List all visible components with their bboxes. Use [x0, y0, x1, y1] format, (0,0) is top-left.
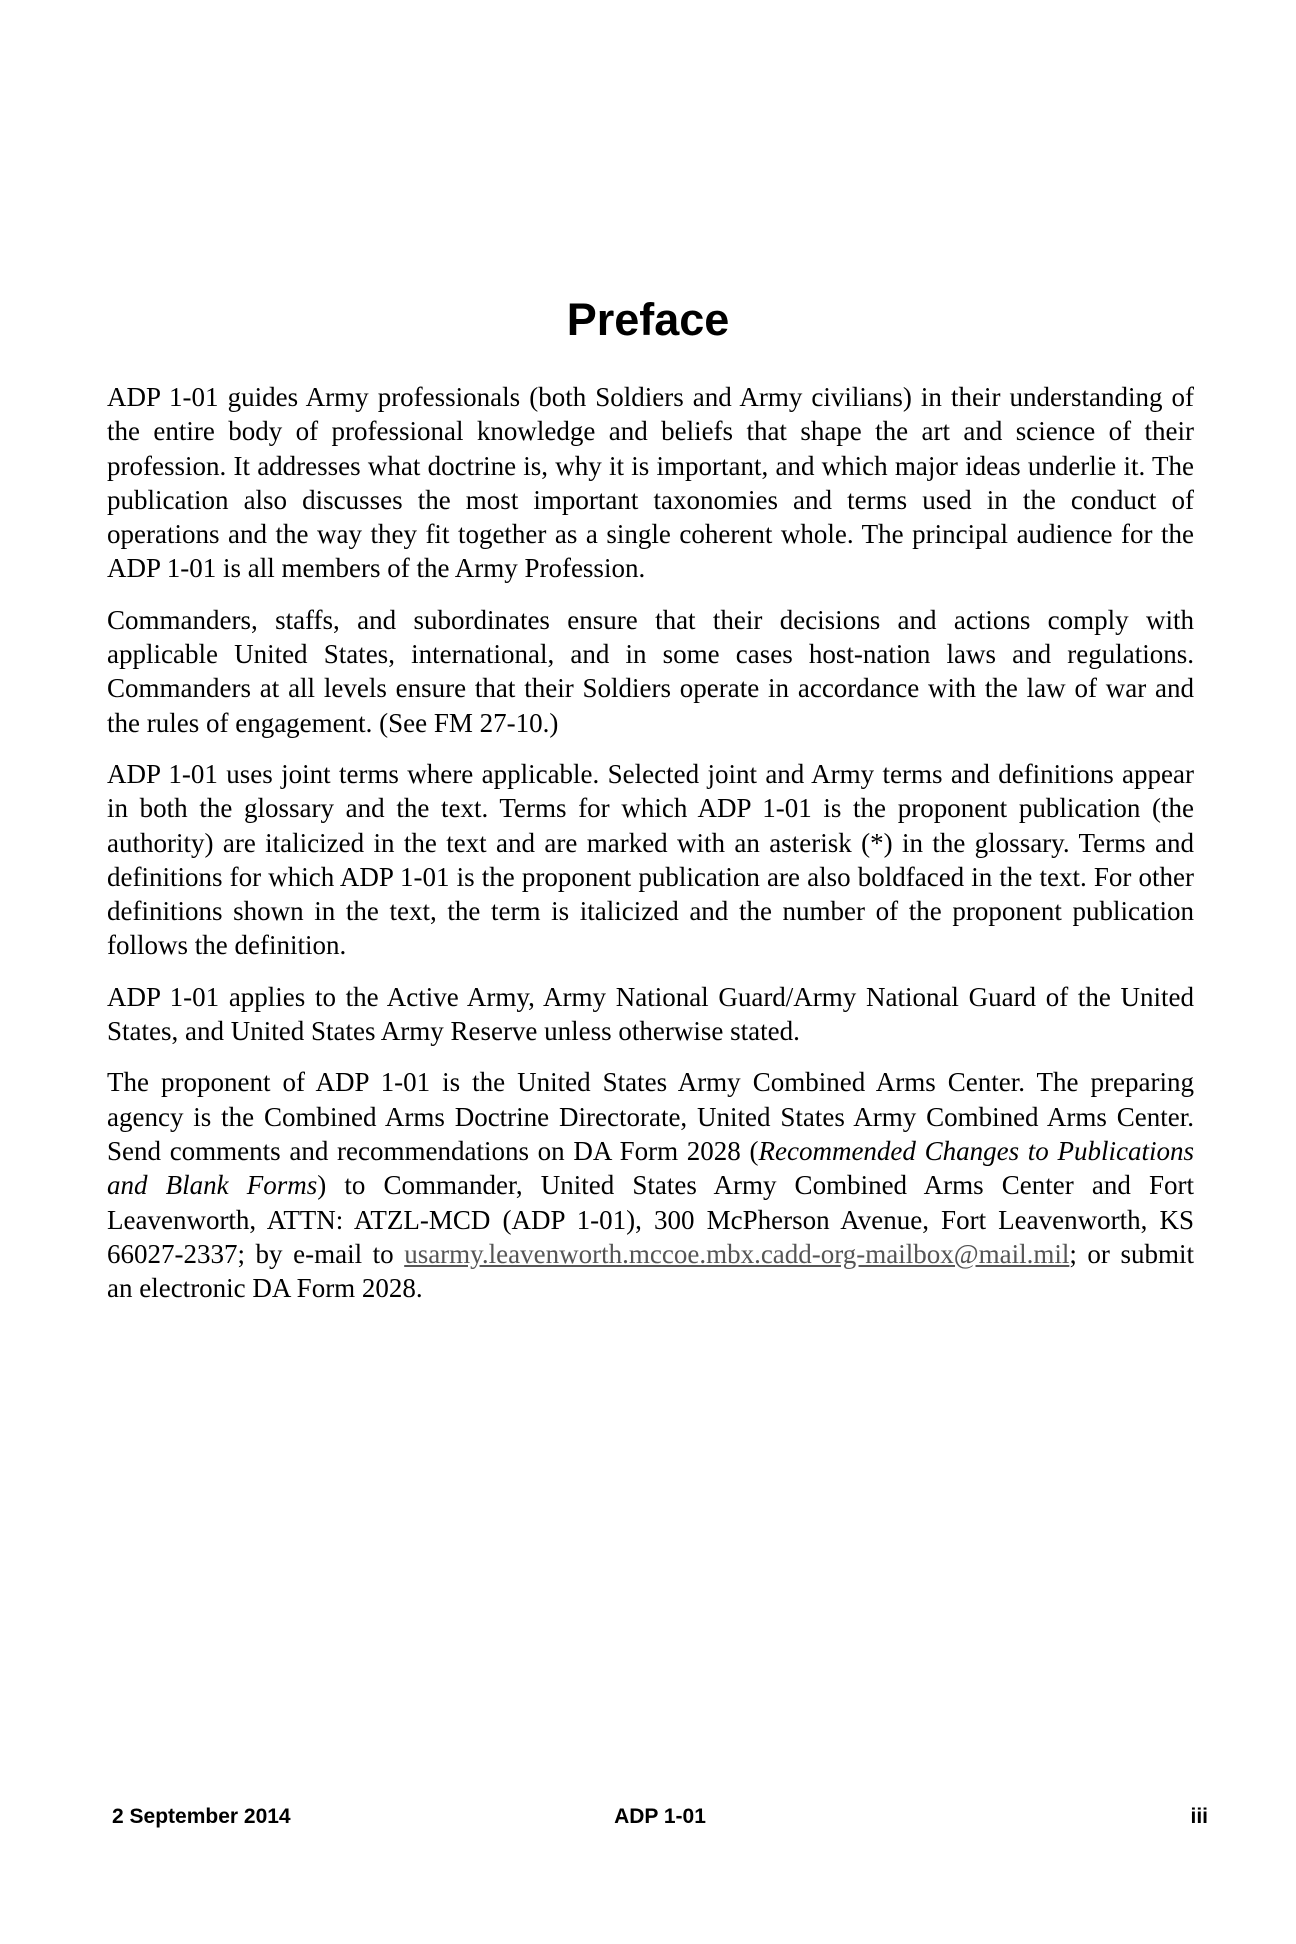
form-title-italic: Recommended Changes to Publications and Blank Forms [107, 1135, 1194, 1201]
preface-body [107, 380, 1194, 1322]
footer-page-number: iii [1190, 1805, 1208, 1828]
paragraph-proponent [107, 1065, 1194, 1305]
footer-publication: ADP 1-01 [614, 1805, 706, 1828]
paragraph-applicability: ADP 1-01 applies to the Active Army, Army National Guard/Army National Guard of the United States, and United States Army Reserve unless otherwise stated. [107, 981, 1194, 1047]
paragraph-compliance: Commanders, staffs, and subordinates ensure that their decisions and actions comply with applicable United States, international, and in some cases host-nation laws and regulations. Commanders at all levels ensure that their Soldiers operate in accordance with the law of war and the rules of engagement. (See FM 27-10.) [107, 604, 1194, 738]
page-title: Preface [566, 294, 730, 345]
email-link[interactable]: usarmy.leavenworth.mccoe.mbx.cadd-org-mailbox@mail.mil [404, 1238, 1070, 1269]
proponent-text-1: The proponent of ADP 1-01 is the United States Army Combined Arms Center. The preparing agency is the Combined Arms Doctrine Directorate, United States Army Combined Arms Center. Send comments and recommendations on DA Form 2028 ( [107, 1067, 1194, 1166]
paragraph-terms: ADP 1-01 uses joint terms where applicable. Selected joint and Army terms and definitions appear in both the glossary and the text. Terms for which ADP 1-01 is the proponent publication (the authority) are italicized in the text and are marked with an asterisk (*) in the glossary. Terms and definitions for which ADP 1-01 is the proponent publication are also boldfaced in the text. For other definitions shown in the text, the term is italicized and the number of the proponent publication follows the definition. [107, 758, 1194, 961]
footer-date: 2 September 2014 [112, 1805, 291, 1828]
page-footer [112, 1802, 1208, 1832]
proponent-text-2: ) to Commander, United States Army Combined Arms Center and Fort Leavenworth, ATTN: ATZL-MCD (ADP 1-01), 300 McPherson Avenue, Fort Leavenworth, KS 66027-2337; by e-mail to [107, 1170, 1194, 1269]
paragraph-purpose: ADP 1-01 guides Army professionals (both Soldiers and Army civilians) in their understanding of the entire body of professional knowledge and beliefs that shape the art and science of their profession. It addresses what doctrine is, why it is important, and which major ideas underlie it. The publication also discusses the most important taxonomies and terms used in the conduct of operations and the way they fit together as a single coherent whole. The principal audience for the ADP 1-01 is all members of the Army Profession. [107, 382, 1194, 584]
proponent-text-3: ; or submit an electronic DA Form 2028. [107, 1238, 1194, 1304]
